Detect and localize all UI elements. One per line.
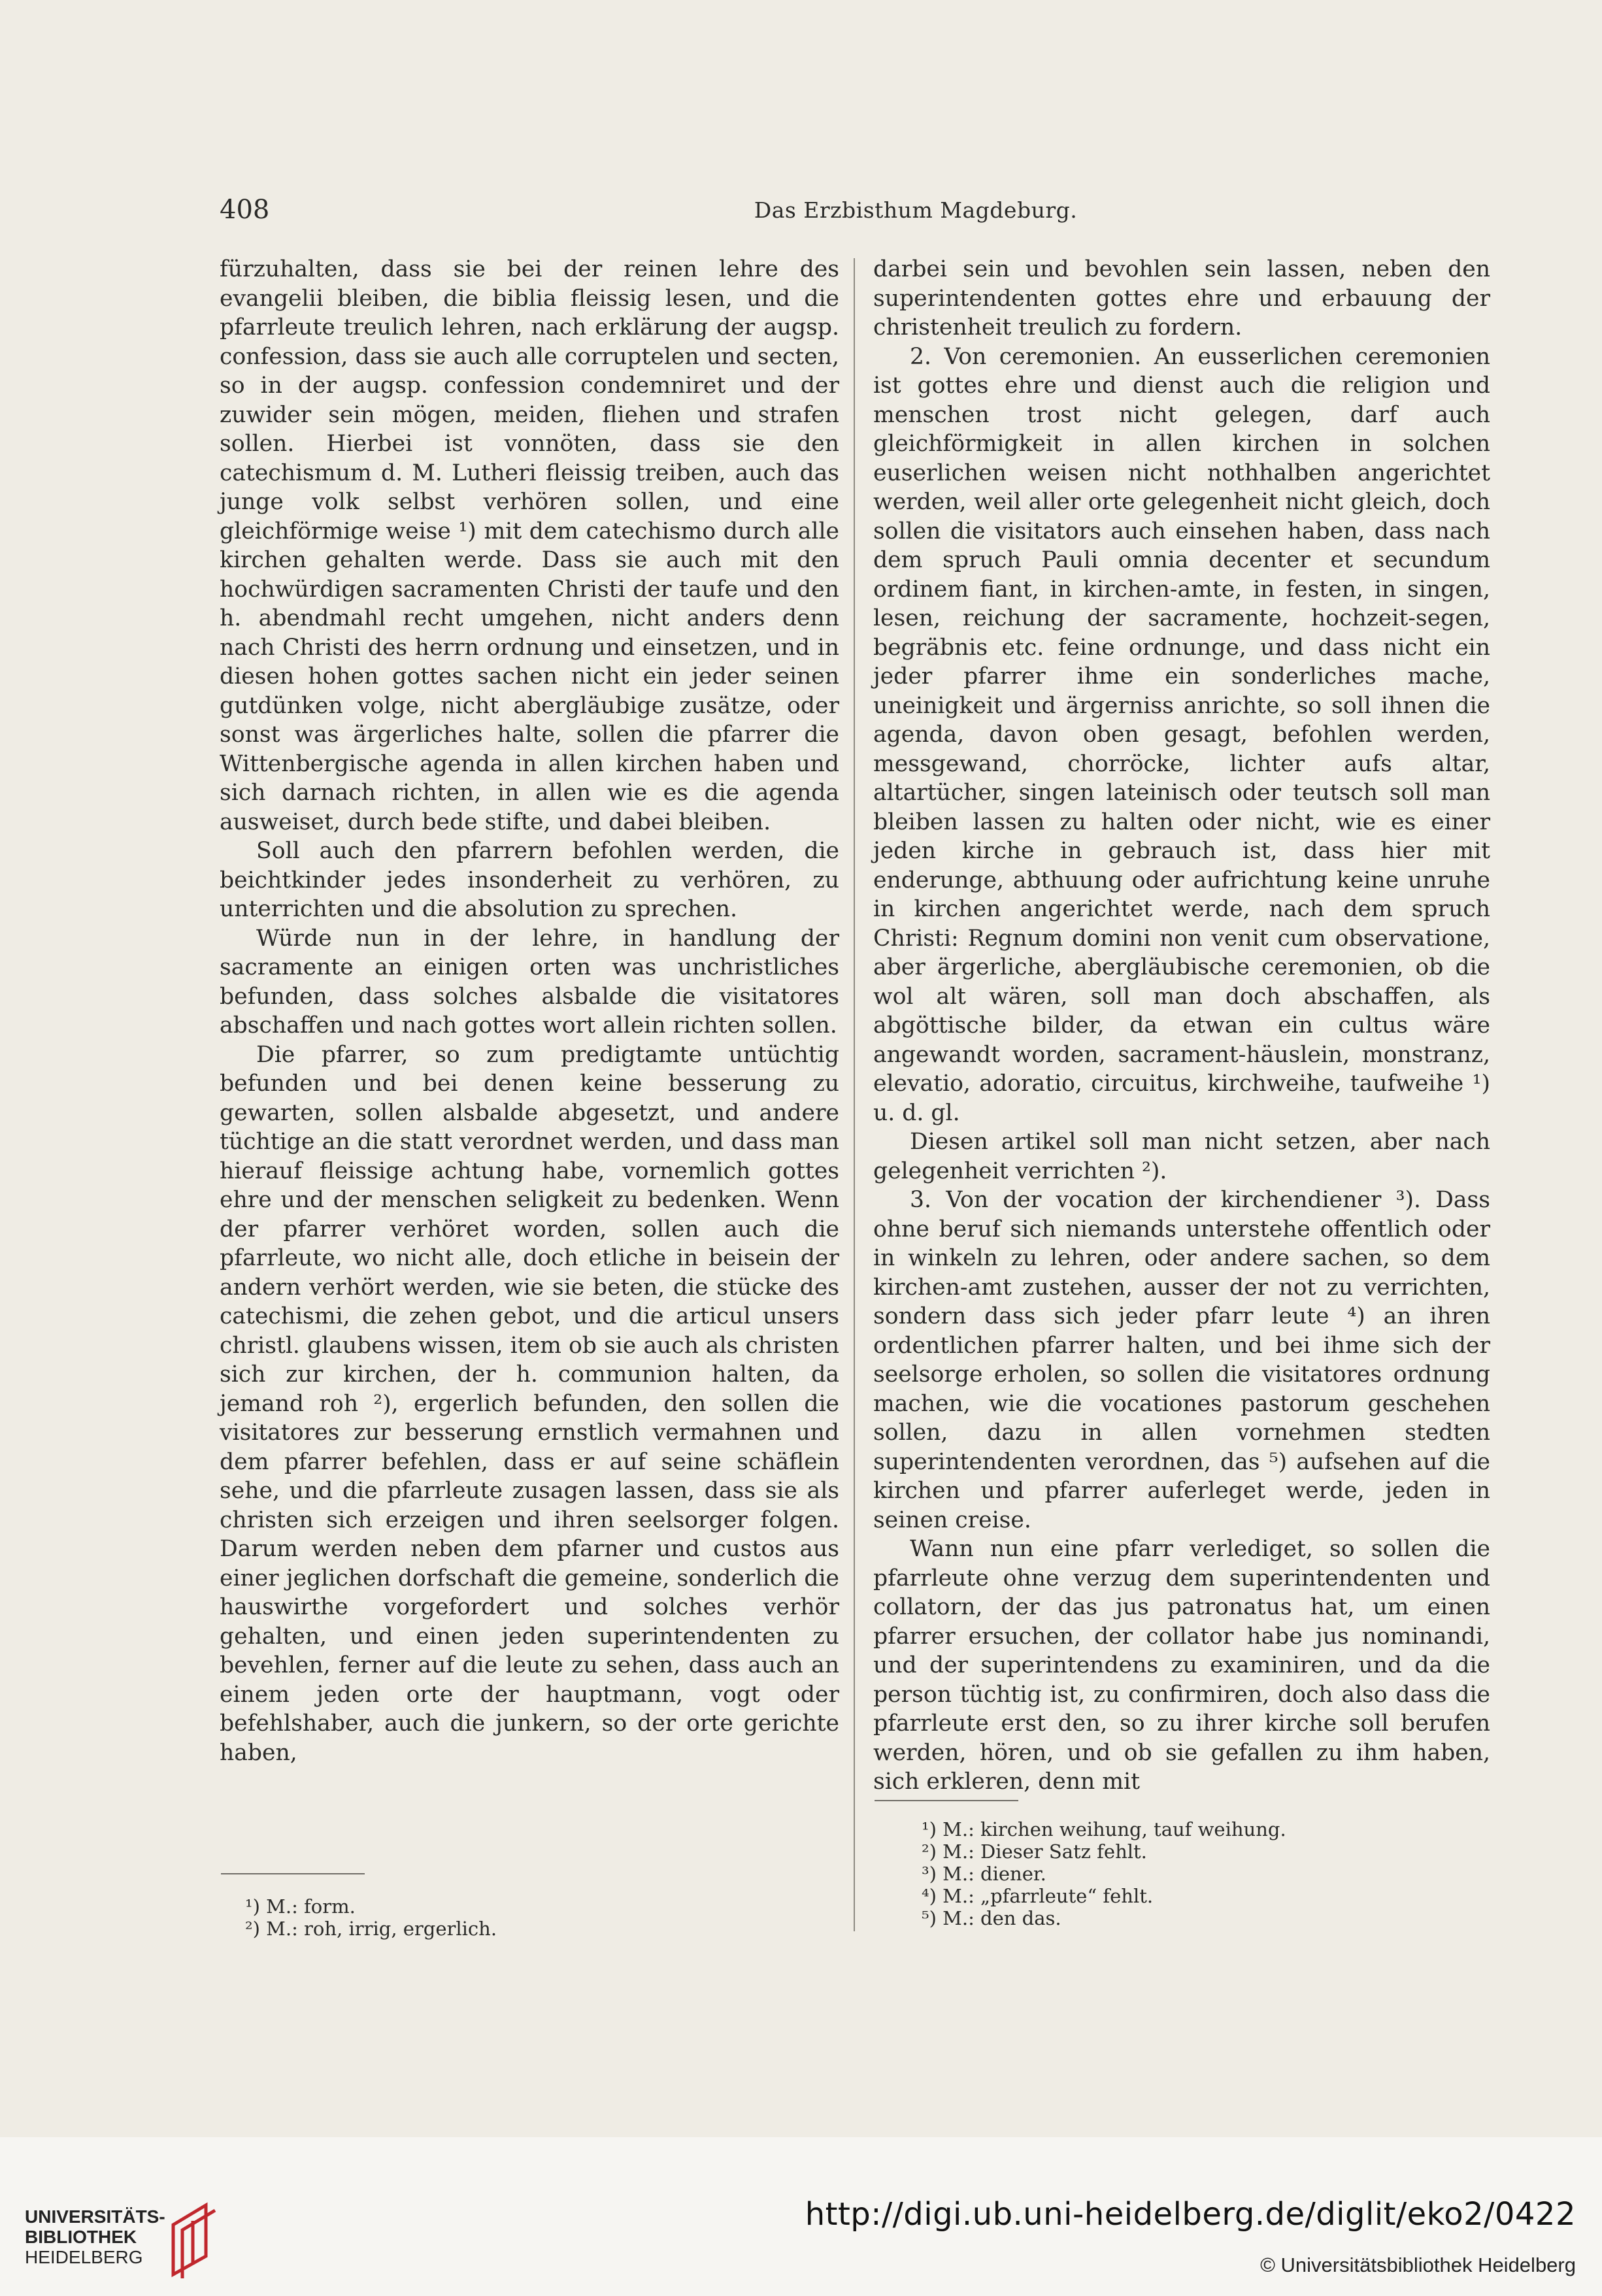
paragraph: darbei sein und bevohlen sein lassen, neben den superintendenten gottes ehre und erbauung der christenheit treulich zu fordern. — [873, 256, 1490, 341]
paragraph: fürzuhalten, dass sie bei der reinen lehre des evangelii bleiben, die biblia fleissig lesen, und die pfarrleute treulich lehren, nach erklärung der augsp. confession, dass sie auch alle corruptelen und secten, so in der augsp. confession condemniret und der zuwider sein mögen, meiden, fliehen und strafen sollen. Hierbei ist vonnöten, dass sie den catechismum d. M. Lutheri fleissig treiben, auch das junge volk selbst verhören sollen, und eine gleichförmige weise ¹) mit dem catechismo durch alle kirchen gehalten werde. Dass sie auch mit den hochwürdigen sacramenten Christi der taufe und den h. abendmahl recht umgehen, nicht anders denn nach Christi des herrn ordnung und einsetzen, und in diesen hohen gottes sachen nicht ein jeder seinen gutdünken volge, nicht abergläubige zusätze, oder sonst was ärgerliches halte, sollen die pfarrer die Wittenbergische agenda in allen kirchen haben und sich darnach richten, in allen wie es die agenda ausweiset, durch bede stifte, und dabei bleiben. — [220, 256, 839, 835]
column-divider — [854, 258, 855, 1931]
footnote: ¹) M.: form. — [245, 1895, 356, 1918]
running-title: Das Erzbisthum Magdeburg. — [754, 197, 1078, 223]
page-header — [220, 195, 1488, 234]
footnote: ²) M.: Dieser Satz fehlt. — [922, 1840, 1147, 1863]
logo-text — [25, 2206, 165, 2267]
permalink-url[interactable]: http://digi.ub.uni-heidelberg.de/diglit/eko2/0422 — [805, 2196, 1576, 2233]
paragraph: 2. Von ceremonien. An eusserlichen ceremonien ist gottes ehre und dienst auch die religion und menschen trost nicht gelegen, darf auch gleichförmigkeit in allen kirchen in solchen euserlichen weisen nicht nothhalben angerichtet werden, weil aller orte gelegenheit nicht gleich, doch sollen die visitators auch einsehen haben, dass nach dem spruch Pauli omnia decenter et secundum ordinem fiant, in kirchen-amte, in festen, in singen, lesen, reichung der sacramente, hochzeit-segen, begräbnis etc. feine ordnunge, und dass nicht ein jeder pfarrer ihme ein sonderliches mache, uneinigkeit und ärgerniss anrichte, so soll ihnen die agenda, davon oben gesagt, befohlen werden, messgewand, chorröcke, lichter aufs altar, altartücher, singen lateinisch oder teutsch soll man bleiben lassen zu halten oder nicht, wie es einer jeden kirche in gebrauch ist, dass hier mit enderunge, abthuung oder aufrichtung keine unruhe in kirchen angerichtet werde, nach dem spruch Christi: Regnum domini non venit cum observatione, aber ärgerliche, abergläubische ceremonien, ob die wol alt wären, soll man doch abschaffen, als abgöttische bilder, da etwan ein cultus wäre angewandt worden, sacrament-häuslein, monstranz, elevatio, adoratio, circuitus, kirchweihe, taufweihe ¹) u. d. gl. — [873, 343, 1490, 1126]
paragraph: Würde nun in der lehre, in handlung der sacramente an einigen orten was unchristliches befunden, dass solches alsbalde die visitatores abschaffen und nach gottes wort allein richten sollen. — [220, 925, 839, 1039]
footnote: ¹) M.: kirchen weihung, tauf weihung. — [922, 1818, 1286, 1840]
logo-line: HEIDELBERG — [25, 2247, 143, 2267]
paragraph: Soll auch den pfarrern befohlen werden, die beichtkinder jedes insonderheit zu verhören, zu unterrichten und die absolution zu sprechen. — [220, 838, 839, 922]
library-logo[interactable] — [25, 2201, 227, 2280]
copyright-notice: © Universitätsbibliothek Heidelberg — [1260, 2254, 1576, 2276]
footnote: ⁵) M.: den das. — [922, 1907, 1061, 1929]
paragraph: Wann nun eine pfarr verlediget, so sollen die pfarrleute ohne verzug dem superintendenten und collatorn, der das jus patronatus hat, um einen pfarrer ersuchen, der collator habe jus nominandi, und der superintendens zu examiniren, und da die person tüchtig ist, zu confirmiren, doch also dass die pfarrleute erst den, so zu ihrer kirche soll berufen werden, hören, und ob sie gefallen zu ihm haben, sich erkleren, denn mit — [873, 1536, 1490, 1795]
left-text-column — [220, 255, 839, 1837]
footnote: ⁴) M.: „pfarrleute“ fehlt. — [922, 1885, 1154, 1907]
page-number: 408 — [220, 195, 270, 225]
footnote-rule — [221, 1873, 365, 1874]
footnote-rule — [875, 1800, 1018, 1801]
right-footnotes — [922, 1818, 1286, 1929]
left-footnotes — [245, 1895, 497, 1940]
paragraph: Diesen artikel soll man nicht setzen, aber nach gelegenheit verrichten ²). — [873, 1129, 1490, 1184]
footer-bar — [0, 2137, 1602, 2296]
logo-line: BIBLIOTHEK — [25, 2227, 137, 2247]
paragraph: Die pfarrer, so zum predigtamte untüchtig befunden und bei denen keine besserung zu gewarten, sollen alsbalde abgesetzt, und andere tüchtige an die statt verordnet werden, und dass man hierauf fleissige achtung habe, vornemlich gottes ehre und der menschen seligkeit zu bedenken. Wenn der pfarrer verhöret worden, sollen auch die pfarrleute, wo nicht alle, doch etliche in beisein der andern verhört werden, wie sie beten, die stücke des catechismi, die zehen gebot, und die articul unsers christl. glaubens wissen, item ob sie auch als christen sich zur kirchen, der h. communion halten, da jemand roh ²), ergerlich befunden, den sollen die visitatores zur besserung ernstlich vermahnen und dem pfarrer befehlen, dass er auf seine schäflein sehe, und die pfarrleute zusagen lassen, dass sie als christen sich erzeigen und ihren seelsorger folgen. Darum werden neben dem pfarner und custos aus einer jeglichen dorfschaft die gemeine, sonderlich die hauswirthe vorgefordert und solches verhör gehalten, und einen jeden superintendenten zu bevehlen, ferner auf die leute zu sehen, dass auch an einem jeden orte der hauptmann, vogt oder befehlshaber, auch die junkern, so der orte gerichte haben, — [220, 1041, 839, 1766]
logo-mark-icon — [160, 2201, 225, 2280]
logo-line: UNIVERSITÄTS- — [25, 2206, 165, 2227]
footnote: ³) M.: diener. — [922, 1863, 1046, 1885]
paragraph: 3. Von der vocation der kirchendiener ³). Dass ohne beruf sich niemands unterstehe offentlich oder in winkeln zu lehren, oder andere sachen, so dem kirchen-amt zustehen, ausser der not zu verrichten, sondern dass sich jeder pfarr leute ⁴) an ihren ordentlichen pfarrer halten, und bei ihme sich der seelsorge erholen, so sollen die visitatores ordnung machen, wie die vocationes pastorum geschehen sollen, dazu in allen vornehmen stedten superintendenten verordnen, das ⁵) aufsehen auf die kirchen und pfarrer auferleget werde, jeden in seinen creise. — [873, 1187, 1490, 1533]
footnote: ²) M.: roh, irrig, ergerlich. — [245, 1918, 497, 1940]
right-text-column — [873, 255, 1490, 1795]
